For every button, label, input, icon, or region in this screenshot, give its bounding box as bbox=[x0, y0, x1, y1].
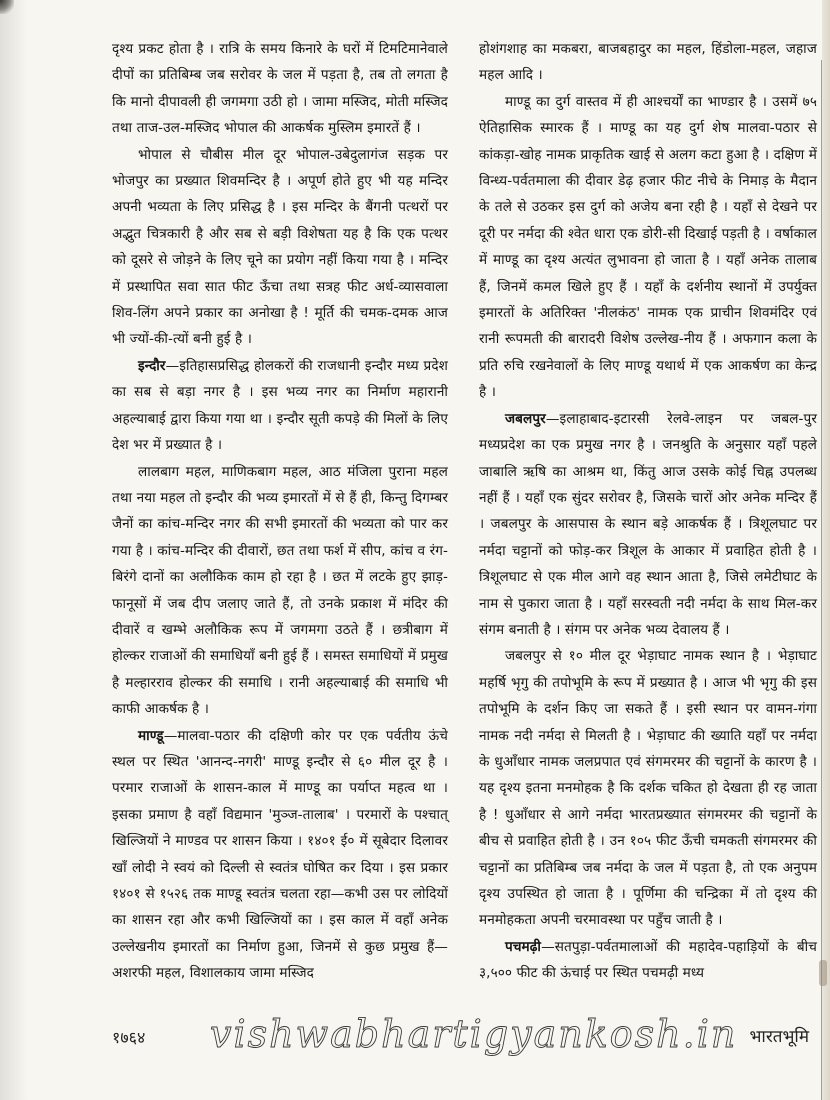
paragraph-pachmarhi bbox=[479, 934, 817, 987]
paragraph-text: होशंगशाह का मकबरा, बाजबहादुर का महल, हिंडोला-महल, जहाज महल आदि । bbox=[479, 41, 817, 84]
paragraph-jabalpur bbox=[479, 406, 817, 644]
paragraph-text: माण्डू का दुर्ग वास्तव में ही आश्चर्यों का भाण्डार है । उसमें ७५ ऐतिहासिक स्मारक हैं । माण्डू का यह दुर्ग शेष मालवा-पठार से कांकड़ा-खोह नामक प्राकृतिक खाई से अलग कटा हुआ है । दक्षिण में विन्ध्य-पर्वतमाला की दीवार डेढ़ हजार फीट नीचे के निमाड़ के मैदान के तले से उठकर इस दुर्ग को अजेय बना रही है । यहाँ से देखने पर दूरी पर नर्मदा की श्वेत धारा एक डोरी-सी दिखाई पड़ती है । वर्षाकाल में माण्डू का दृश्य अत्यंत लुभावना हो जाता है । यहाँ अनेक तालाब हैं, जिनमें कमल खिले हुए हैं । यहाँ के दर्शनीय स्थानों में उपर्युक्त इमारतों के अतिरिक्त 'नीलकंठ' नामक एक प्राचीन शिवमंदिर एवं रानी रूपमती की बारादरी विशेष उल्लेख-नीय हैं । अफगान कला के प्रति रुचि रखनेवालों के लिए माण्डू यथार्थ में एक आकर्षण का केन्द्र है । bbox=[479, 93, 817, 401]
paragraph-text: दृश्य प्रकट होता है । रात्रि के समय किनारे के घरों में टिमटिमानेवाले दीपों का प्रतिबिम्ब जब सरोवर के जल में पड़ता है, तब तो लगता है कि मानो दीपावली ही जगमगा उठी हो । जामा मस्जिद, मोती मस्जिद तथा ताज-उल-मस्जिद भोपाल की आकर्षक मुस्लिम इमारतें हैं । bbox=[112, 41, 448, 137]
paragraph-text: —सतपुड़ा-पर्वतमालाओं की महादेव-पहाड़ियों के बीच ३,५०० फीट की ऊंचाई पर स्थित पचमढ़ी मध्य bbox=[479, 938, 817, 982]
left-column bbox=[112, 36, 448, 987]
binding-fold bbox=[822, 0, 830, 1100]
section-heading-mandu: माण्डू bbox=[138, 727, 164, 744]
section-heading-pachmarhi: पचमढ़ी bbox=[505, 938, 542, 955]
page-edge-shadow bbox=[0, 0, 28, 1100]
binding-stain bbox=[819, 960, 827, 986]
paragraph-text: जबलपुर से १० मील दूर भेड़ाघाट नामक स्थान है । भेड़ाघाट महर्षि भृगु की तपोभूमि के रूप में प्रख्यात है । आज भी भृगु की इस तपोभूमि के दर्शन किए जा सकते हैं । इसी स्थान पर वामन-गंगा नामक नदी नर्मदा से मिलती है । भेड़ाघाट की ख्याति यहाँ पर नर्मदा के धुआँधार नामक जलप्रपात एवं संगमरमर की चट्टानों के कारण है । यह दृश्य इतना मनमोहक है कि दर्शक चकित हो देखता ही रह जाता है ! धुआँधार से आगे नर्मदा भारतप्रख्यात संगमरमर की चट्टानों के बीच से प्रवाहित होती है । उन १०५ फीट ऊँची चमकती संगमरमर की चट्टानों का प्रतिबिम्ब जब नर्मदा के जल में पड़ता है, तो एक अनुपम दृश्य उपस्थित हो जाता है । पूर्णिमा की चन्द्रिका में तो दृश्य की मनमोहकता अपनी चरमावस्था पर पहुँच जाती है । bbox=[479, 648, 817, 929]
page-corner-stain bbox=[0, 0, 14, 14]
right-column bbox=[479, 36, 817, 987]
paragraph-text: —इलाहाबाद-इटारसी रेलवे-लाइन पर जबल-पुर मध्यप्रदेश का एक प्रमुख नगर है । जनश्रुति के अनुसार यहाँ पहले जाबालि ऋषि का आश्रम था, किंतु आज उसके कोई चिह्न उपलब्ध नहीं हैं । यहाँ एक सुंदर सरोवर है, जिसके चारों ओर अनेक मन्दिर हैं । जबलपुर के आसपास के स्थान बड़े आकर्षक हैं । त्रिशूलघाट पर नर्मदा चट्टानों को फोड़-कर त्रिशूल के आकार में प्रवाहित होती है । त्रिशूलघाट से एक मील आगे वह स्थान आता है, जिसे लमेटीघाट के नाम से पुकारा जाता है । यहाँ सरस्वती नदी नर्मदा के साथ मिल-कर संगम बनाती है । संगम पर अनेक भव्य देवालय हैं । bbox=[479, 410, 817, 638]
paragraph-bhopal-mosques bbox=[112, 36, 448, 142]
paragraph-indore bbox=[112, 353, 448, 459]
paragraph-mandu bbox=[112, 723, 448, 987]
watermark-text: vishwabhartigyankosh.in bbox=[210, 1012, 738, 1056]
section-heading-indore: इन्दौर bbox=[138, 357, 166, 374]
running-head: भारतभूमि bbox=[749, 1027, 809, 1047]
paragraph-bhojpur bbox=[112, 142, 448, 353]
paragraph-mandu-monuments bbox=[479, 36, 817, 89]
text-body bbox=[112, 36, 817, 987]
paragraph-indore-palaces bbox=[112, 459, 448, 723]
binding-edge-line bbox=[821, 60, 822, 1100]
page-footer bbox=[112, 1012, 817, 1056]
section-heading-jabalpur: जबलपुर bbox=[505, 410, 546, 427]
paragraph-bhedaghat bbox=[479, 643, 817, 933]
paragraph-text: —इतिहासप्रसिद्ध होलकरों की राजधानी इन्दौर मध्य प्रदेश का सब से बड़ा नगर है । इस भव्य नगर का निर्माण महारानी अहल्याबाई द्वारा किया गया था । इन्दौर सूती कपड़े की मिलों के लिए देश भर में प्रख्यात है । bbox=[112, 357, 448, 454]
paragraph-text: —मालवा-पठार की दक्षिणी कोर पर एक पर्वतीय ऊंचे स्थल पर स्थित 'आनन्द-नगरी' माण्डू इन्दौर से ६० मील दूर है । परमार राजाओं के शासन-काल में माण्डू का पर्याप्त महत्व था । इसका प्रमाण है वहाँ विद्यमान 'मुञ्ज-तालाब' । परमारों के पश्चात् खिल्जियों ने माण्डव पर शासन किया । १४०१ ई० में सूबेदार दिलावर खाँ लोदी ने स्वयं को दिल्ली से स्वतंत्र घोषित कर दिया । इस प्रकार १४०१ से १५२६ तक माण्डू स्वतंत्र चलता रहा—कभी उस पर लोदियों का शासन रहा और कभी खिल्जियों का । इस काल में वहाँ अनेक उल्लेखनीय इमारतों का निर्माण हुआ, जिनमें से कुछ प्रमुख हैं—अशरफी महल, विशालकाय जामा मस्जिद bbox=[112, 727, 448, 982]
paragraph-text: भोपाल से चौबीस मील दूर भोपाल-उबेदुलागंज सड़क पर भोजपुर का प्रख्यात शिवमन्दिर है । अपूर्ण होते हुए भी यह मन्दिर अपनी भव्यता के लिए प्रसिद्ध है । इस मन्दिर के बैंगनी पत्थरों पर अद्भुत चित्रकारी है और सब से बड़ी विशेषता यह है कि एक पत्थर को दूसरे से जोड़ने के लिए चूने का प्रयोग नहीं किया गया है । मन्दिर में प्रस्थापित सवा सात फीट ऊँचा तथा सत्रह फीट अर्ध-व्यासवाला शिव-लिंग अपने प्रकार का अनोखा है ! मूर्ति की चमक-दमक आज भी ज्यों-की-त्यों बनी हुई है । bbox=[112, 146, 448, 348]
page-number: १७६४ bbox=[112, 1028, 146, 1047]
paragraph-text: लालबाग महल, माणिकबाग महल, आठ मंजिला पुराना महल तथा नया महल तो इन्दौर की भव्य इमारतों में से हैं ही, किन्तु दिगम्बर जैनों का कांच-मन्दिर नगर की सभी इमारतों की भव्यता को पार कर गया है । कांच-मन्दिर की दीवारों, छत तथा फर्श में सीप, कांच व रंग-बिरंगे दानों का अलौकिक काम हो रहा है । छत में लटके हुए झाड़-फानूसों में जब दीप जलाए जाते हैं, तो उनके प्रकाश में मंदिर की दीवारें व खम्भे अलौकिक रूप में जगमगा उठते हैं । छत्रीबाग में होल्कर राजाओं की समाधियाँ बनी हुई हैं । समस्त समाधियों में प्रमुख है मल्हारराव होल्कर की समाधि । रानी अहल्याबाई की समाधि भी काफी आकर्षक है । bbox=[112, 463, 448, 718]
paragraph-mandu-fort bbox=[479, 89, 817, 406]
